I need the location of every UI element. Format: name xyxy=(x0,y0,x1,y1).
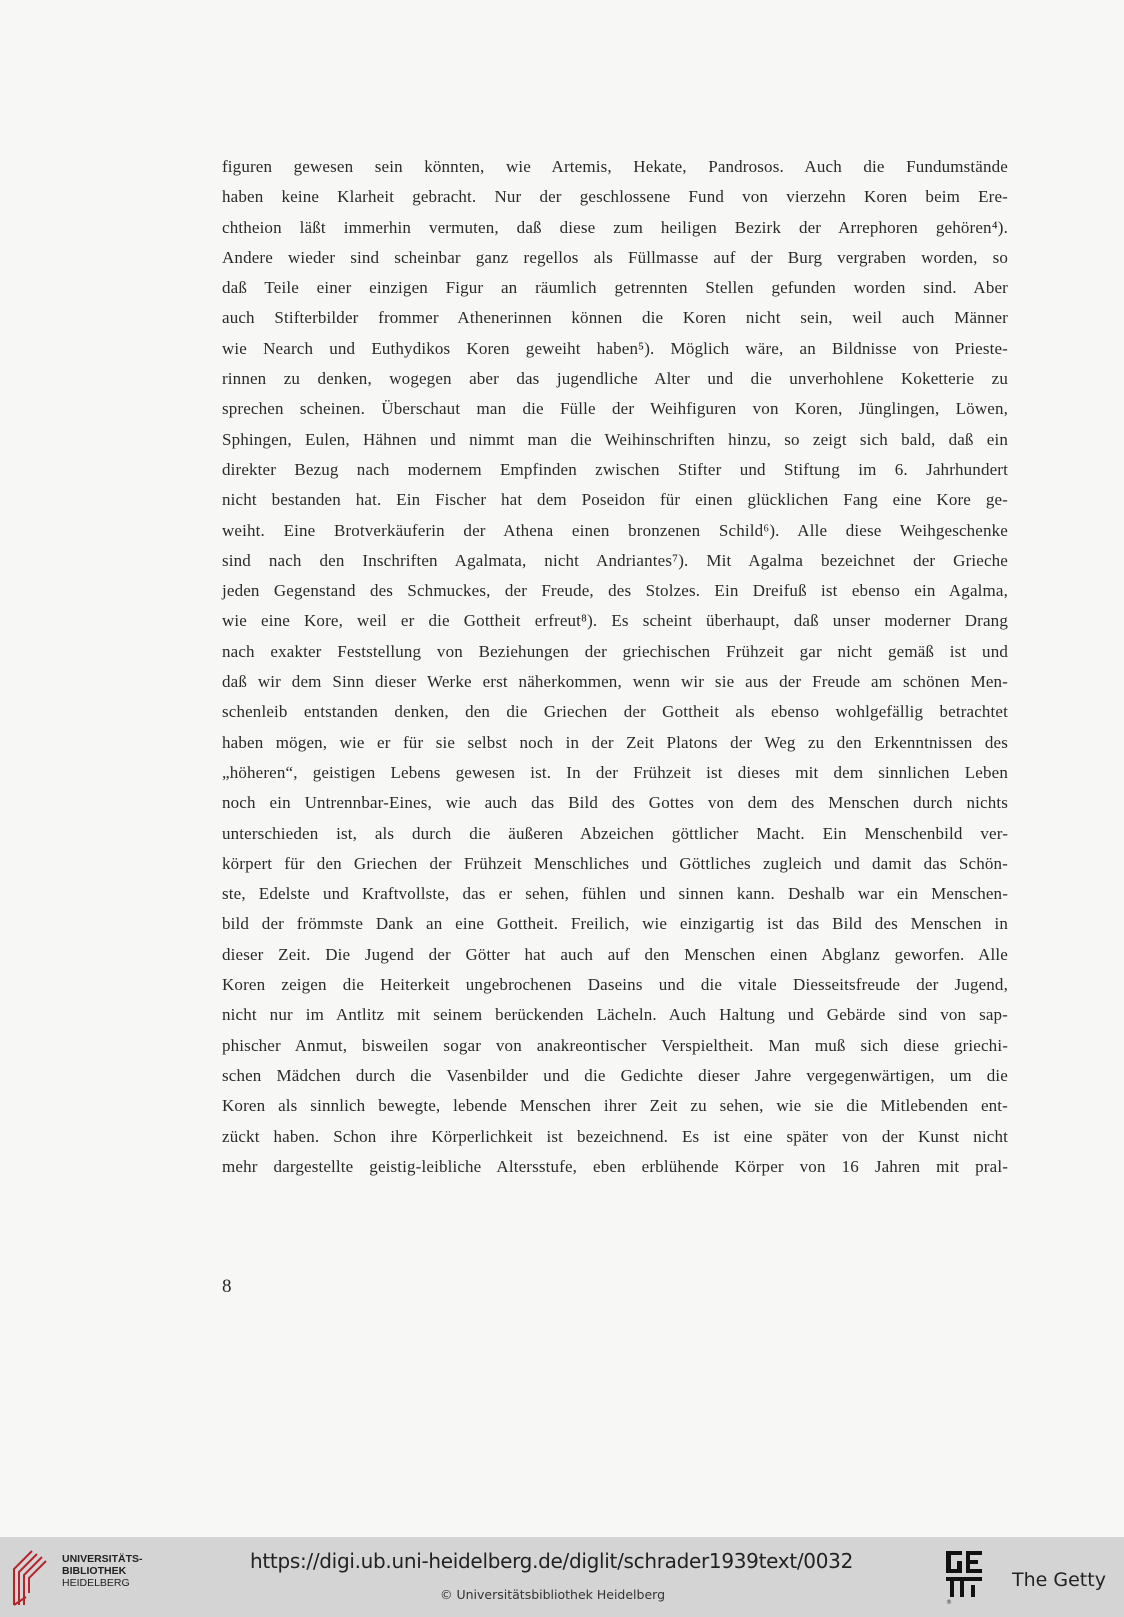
text-line: nicht nur im Antlitz mit seinem berückenden Lächeln. Auch Haltung und Gebärde sind von sap- xyxy=(222,1005,1008,1025)
body-text xyxy=(222,152,1008,1182)
text-line: daß Teile einer einzigen Figur an räumlich getrennten Stellen gefunden worden sind. Aber xyxy=(222,278,1008,298)
page-number: 8 xyxy=(222,1276,232,1297)
text-line: daß wir dem Sinn dieser Werke erst näherkommen, wenn wir sie aus der Freude am schönen Men- xyxy=(222,672,1008,692)
text-line: wie Nearch und Euthydikos Koren geweiht haben⁵). Möglich wäre, an Bildnisse von Prieste- xyxy=(222,338,1008,358)
text-line: weiht. Eine Brotverkäuferin der Athena einen bronzenen Schild⁶). Alle diese Weihgeschenke xyxy=(222,520,1008,540)
text-line: zückt haben. Schon ihre Körperlichkeit ist bezeichnend. Es ist eine später von der Kunst nicht xyxy=(222,1126,1008,1146)
text-line: figuren gewesen sein könnten, wie Artemis, Hekate, Pandrosos. Auch die Fundumstände xyxy=(222,157,1008,176)
text-line: mehr dargestellte geistig-leibliche Altersstufe, eben erblühende Körper von 16 Jahren mit pral- xyxy=(222,1156,1008,1176)
text-line: direkter Bezug nach modernem Empfinden zwischen Stifter und Stiftung im 6. Jahrhundert xyxy=(222,459,1008,479)
text-line: auch Stifterbilder frommer Athenerinnen können die Koren nicht sein, weil auch Männer xyxy=(222,308,1008,328)
text-line: Sphingen, Eulen, Hähnen und nimmt man die Weihinschriften hinzu, so zeigt sich bald, daß ein xyxy=(222,429,1008,449)
footer-bar xyxy=(0,1537,1124,1617)
getty-logo-icon xyxy=(944,1549,986,1605)
svg-text:®: ® xyxy=(946,1599,952,1605)
text-line: bild der frömmste Dank an eine Gottheit. Freilich, wie einzigartig ist das Bild des Menschen in xyxy=(222,914,1008,934)
text-line: rinnen zu denken, wogegen aber das jugendliche Alter und die unverhohlene Koketterie zu xyxy=(222,369,1008,389)
text-line: schenleib entstanden denken, den die Griechen der Gottheit als ebenso wohlgefällig betrachtet xyxy=(222,702,1008,722)
text-line: chtheion läßt immerhin vermuten, daß diese zum heiligen Bezirk der Arrephoren gehören⁴). xyxy=(222,217,1008,237)
getty-label: The Getty xyxy=(1012,1569,1106,1591)
text-line: sind nach den Inschriften Agalmata, nicht Andriantes⁷). Mit Agalma bezeichnet der Grieche xyxy=(222,550,1008,570)
copyright-notice: © Universitätsbibliothek Heidelberg xyxy=(440,1587,666,1602)
text-line: phischer Anmut, bisweilen sogar von anakreontischer Verspieltheit. Man muß sich diese griechi- xyxy=(222,1035,1008,1055)
text-line: nicht bestanden hat. Ein Fischer hat dem Poseidon für einen glücklichen Fang eine Kore ge- xyxy=(222,490,1008,510)
text-line: noch ein Untrennbar-Eines, wie auch das Bild des Gottes von dem des Menschen durch nichts xyxy=(222,793,1008,813)
text-line: Koren als sinnlich bewegte, lebende Menschen ihrer Zeit zu sehen, wie sie die Mitlebenden ent- xyxy=(222,1096,1008,1116)
text-line: körpert für den Griechen der Frühzeit Menschliches und Göttliches zugleich und damit das Schön- xyxy=(222,853,1008,873)
library-name xyxy=(62,1553,143,1589)
text-line: schen Mädchen durch die Vasenbilder und die Gedichte dieser Jahre vergegenwärtigen, um die xyxy=(222,1065,1008,1085)
text-line: ste, Edelste und Kraftvollste, das er sehen, fühlen und sinnen kann. Deshalb war ein Menschen- xyxy=(222,884,1008,904)
text-line: dieser Zeit. Die Jugend der Götter hat auch auf den Menschen einen Abglanz geworfen. Alle xyxy=(222,944,1008,964)
text-line: nach exakter Feststellung von Beziehungen der griechischen Frühzeit gar nicht gemäß ist und xyxy=(222,641,1008,661)
text-line: wie eine Kore, weil er die Gottheit erfreut⁸). Es scheint überhaupt, daß unser moderner Drang xyxy=(222,611,1008,631)
text-line: „höheren“, geistigen Lebens gewesen ist. In der Frühzeit ist dieses mit dem sinnlichen Leben xyxy=(222,762,1008,782)
library-name-line: UNIVERSITÄTS- xyxy=(62,1553,143,1565)
library-name-line: BIBLIOTHEK xyxy=(62,1565,127,1577)
text-line: haben mögen, wie er für sie selbst noch in der Zeit Platons der Weg zu den Erkenntnissen des xyxy=(222,732,1008,752)
ub-heidelberg-logo-icon xyxy=(10,1547,50,1609)
text-line: Koren zeigen die Heiterkeit ungebrochenen Daseins und die vitale Diesseitsfreude der Jugend, xyxy=(222,975,1008,995)
text-line: haben keine Klarheit gebracht. Nur der geschlossene Fund von vierzehn Koren beim Ere- xyxy=(222,187,1008,207)
text-line: jeden Gegenstand des Schmuckes, der Freude, des Stolzes. Ein Dreifuß ist ebenso ein Agalma, xyxy=(222,581,1008,601)
text-line: unterschieden ist, als durch die äußeren Abzeichen göttlicher Macht. Ein Menschenbild ver- xyxy=(222,823,1008,843)
permalink-url[interactable]: https://digi.ub.uni-heidelberg.de/diglit/schrader1939text/0032 xyxy=(250,1549,854,1573)
library-name-line: HEIDELBERG xyxy=(62,1577,130,1589)
text-line: Andere wieder sind scheinbar ganz regellos als Füllmasse auf der Burg vergraben worden, so xyxy=(222,247,1008,267)
text-line: sprechen scheinen. Überschaut man die Fülle der Weihfiguren von Koren, Jünglingen, Löwen, xyxy=(222,399,1008,419)
